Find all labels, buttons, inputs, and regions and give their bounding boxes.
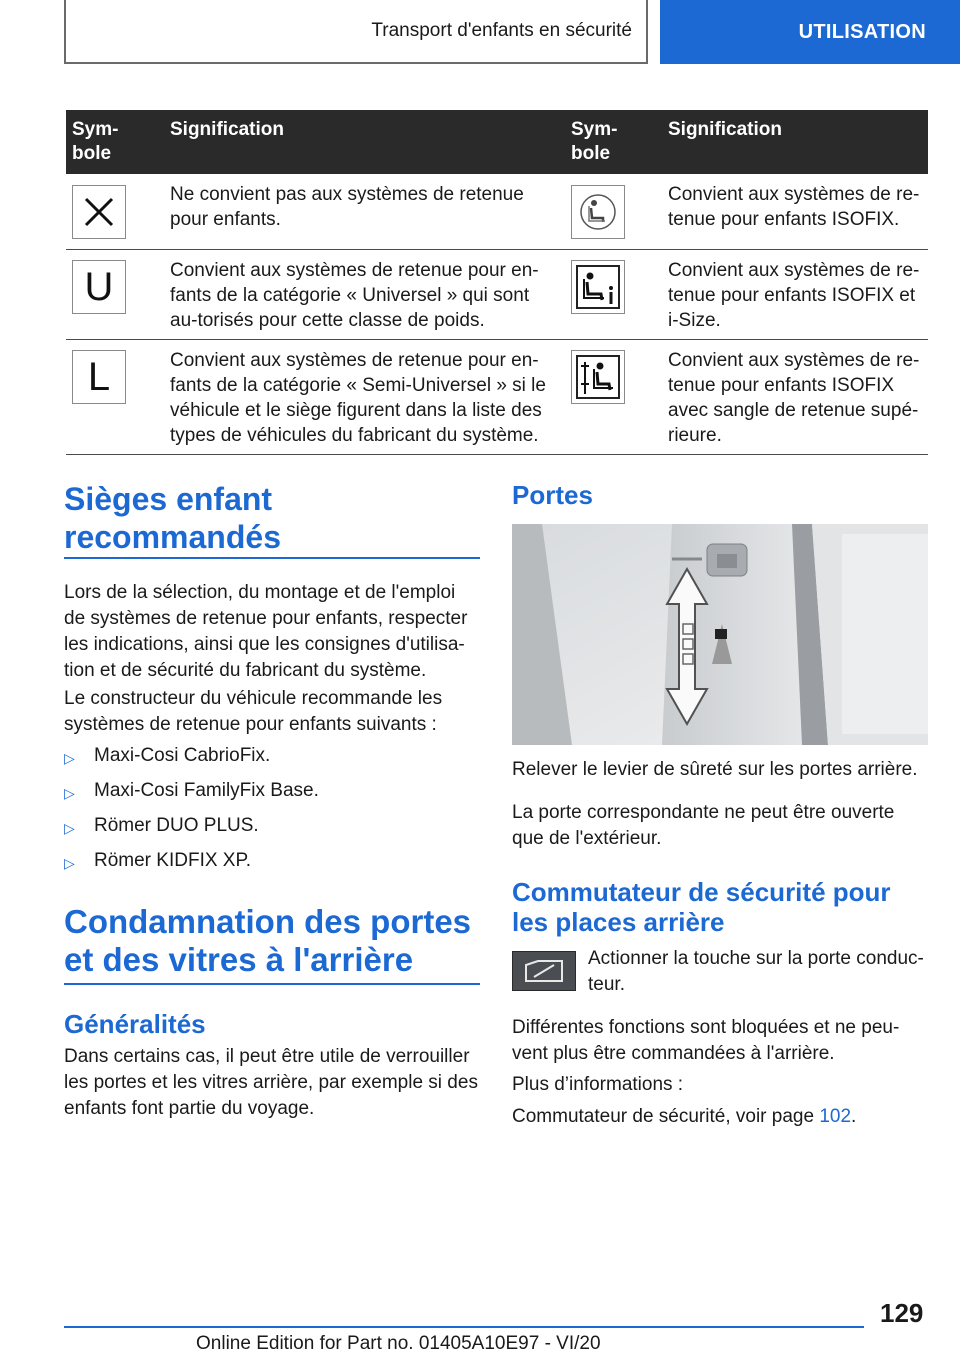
header-section-title bbox=[64, 0, 648, 64]
list-item-text: Römer DUO PLUS. bbox=[94, 815, 259, 836]
universal-symbol bbox=[72, 260, 126, 314]
universal-letter: U bbox=[84, 264, 114, 309]
child-lock-button-icon bbox=[512, 951, 576, 991]
row-left-text: Ne convient pas aux systèmes de retenue pour enfants. bbox=[170, 184, 524, 230]
heading-rule bbox=[64, 557, 480, 559]
header-symbol-col-2 bbox=[571, 118, 617, 166]
heading-generalites: Généralités bbox=[64, 1009, 206, 1039]
header-sym-line-1: Sym- bbox=[571, 119, 618, 140]
header-symbol-col-1 bbox=[72, 118, 118, 166]
footer-rule bbox=[64, 1326, 864, 1328]
triangle-bullet-icon: ▷ bbox=[64, 750, 75, 766]
row-left-text: Convient aux systèmes de retenue pour en-fants de la catégorie « Universel » qui sont au-torisés pour cette classe de poids. bbox=[170, 260, 539, 331]
heading-sieges-line-1: Sièges enfant bbox=[64, 481, 273, 517]
commutateur-reference bbox=[512, 1104, 928, 1130]
section-title-text: Transport d'enfants en sécurité bbox=[371, 20, 632, 41]
triangle-bullet-icon: ▷ bbox=[64, 785, 75, 801]
heading-commutateur bbox=[512, 877, 928, 937]
symbol-table bbox=[66, 110, 928, 455]
footer-edition: Online Edition for Part no. 01405A10E97 - VI/20 bbox=[196, 1333, 601, 1354]
reference-end: . bbox=[851, 1106, 857, 1127]
heading-condamnation-line-1: Condamnation des portes bbox=[64, 903, 472, 940]
header-sym-line-2: bole bbox=[571, 143, 611, 164]
x-mark-icon bbox=[72, 185, 126, 239]
triangle-bullet-icon: ▷ bbox=[64, 820, 75, 836]
header-sym-line-2: bole bbox=[72, 143, 112, 164]
commutateur-paragraph-2: Différentes fonctions sont bloquées et ne peu-vent plus être commandées à l'arrière. bbox=[512, 1017, 900, 1064]
header-chapter-tab[interactable] bbox=[660, 0, 960, 64]
recommended-seats-list bbox=[64, 743, 480, 876]
row-right-text: Convient aux systèmes de re-tenue pour enfants ISOFIX et i-Size. bbox=[668, 260, 920, 331]
heading-condamnation-line-2: et des vitres à l'arrière bbox=[64, 941, 414, 978]
list-item-text: Römer KIDFIX XP. bbox=[94, 850, 251, 871]
triangle-bullet-icon: ▷ bbox=[64, 855, 75, 871]
table-row bbox=[66, 174, 928, 250]
list-item-text: Maxi-Cosi FamilyFix Base. bbox=[94, 780, 319, 801]
list-item-text: Maxi-Cosi CabrioFix. bbox=[94, 745, 271, 766]
page-link[interactable]: 102 bbox=[819, 1106, 852, 1127]
isize-seat-icon bbox=[571, 260, 625, 314]
semi-universal-letter: L bbox=[87, 354, 111, 399]
portes-paragraph-2: La porte correspondante ne peut être ouverte que de l'extérieur. bbox=[512, 802, 895, 849]
row-right-text: Convient aux systèmes de re-tenue pour enfants ISOFIX avec sangle de retenue supé-rieure. bbox=[668, 350, 920, 446]
reference-text: Commutateur de sécurité, voir page bbox=[512, 1106, 820, 1127]
header-signification-col-2: Signification bbox=[668, 119, 782, 140]
top-tether-seat-icon bbox=[571, 350, 625, 404]
sieges-paragraph-2: Le constructeur du véhicule recommande les systèmes de retenue pour enfants suivants : bbox=[64, 688, 443, 735]
page-number: 129 bbox=[880, 1298, 924, 1328]
row-right-text: Convient aux systèmes de re-tenue pour enfants ISOFIX. bbox=[668, 184, 920, 230]
header-signification-col-1: Signification bbox=[170, 119, 284, 140]
heading-sieges bbox=[64, 480, 480, 556]
list-item bbox=[64, 813, 480, 841]
commutateur-paragraph-3: Plus d’informations : bbox=[512, 1074, 684, 1095]
semi-universal-symbol bbox=[72, 350, 126, 404]
door-lever-image bbox=[512, 524, 928, 745]
header-sym-line-1: Sym- bbox=[72, 119, 119, 140]
isofix-seat-icon bbox=[571, 185, 625, 239]
generalites-paragraph: Dans certains cas, il peut être utile de verrouiller les portes et les vitres arrière, par exemple si des enfants font partie du voyage. bbox=[64, 1046, 478, 1119]
list-item bbox=[64, 743, 480, 771]
table-row bbox=[66, 250, 928, 340]
heading-commutateur-line-2: les places arrière bbox=[512, 907, 725, 937]
heading-portes: Portes bbox=[512, 480, 593, 510]
table-header bbox=[66, 110, 928, 174]
heading-commutateur-line-1: Commutateur de sécurité pour bbox=[512, 877, 891, 907]
heading-condamnation bbox=[64, 903, 484, 979]
heading-rule bbox=[64, 983, 480, 985]
chapter-label: UTILISATION bbox=[798, 20, 926, 43]
commutateur-paragraph-1: Actionner la touche sur la porte conduc-teur. bbox=[588, 948, 924, 995]
list-item bbox=[64, 848, 480, 876]
list-item bbox=[64, 778, 480, 806]
row-left-text: Convient aux systèmes de retenue pour en-fants de la catégorie « Semi-Universel » si le véhicule et le siège figurent dans la liste des types de véhicules du fabricant du système. bbox=[170, 350, 546, 446]
portes-paragraph-1: Relever le levier de sûreté sur les portes arrière. bbox=[512, 759, 918, 780]
table-row bbox=[66, 340, 928, 455]
sieges-paragraph-1: Lors de la sélection, du montage et de l'emploi de systèmes de retenue pour enfants, respecter les indications, ainsi que les consignes d'utilisa-tion et de sécurité du fabricant du système. bbox=[64, 582, 468, 681]
heading-sieges-line-2: recommandés bbox=[64, 519, 281, 555]
